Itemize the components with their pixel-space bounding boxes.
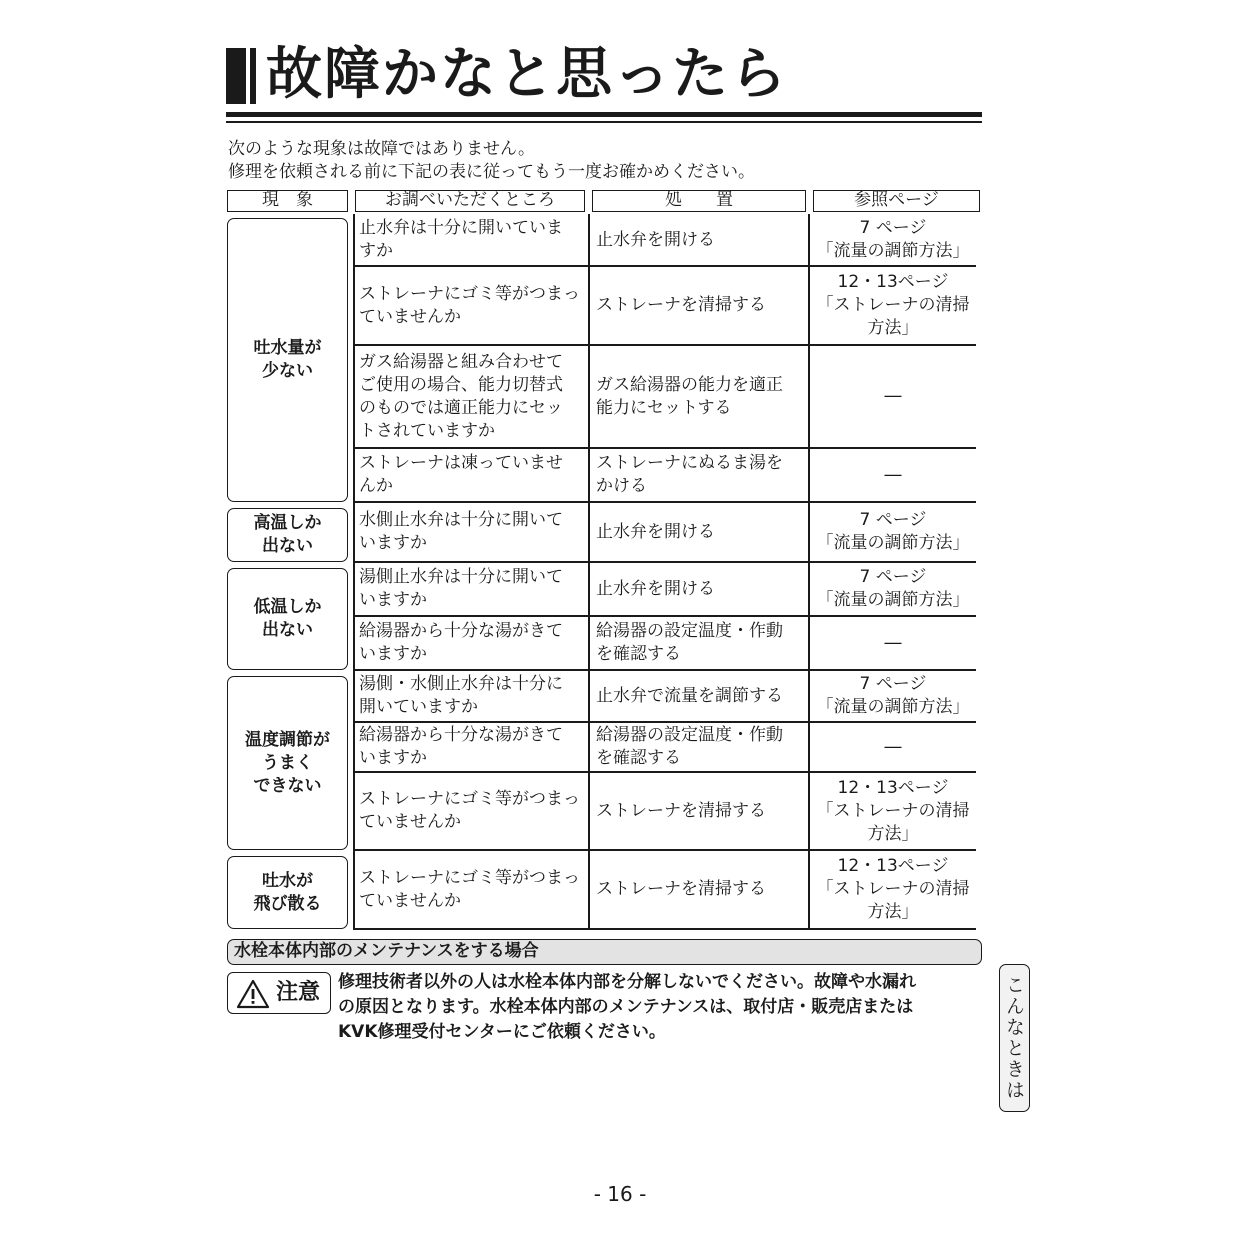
- caution-label: 注意: [276, 980, 321, 1005]
- table-cell-check: ストレーナにゴミ等がつまっ ていませんか: [359, 283, 580, 327]
- maintenance-heading: 水栓本体内部のメンテナンスをする場合: [227, 939, 982, 965]
- table-cell-remedy: 給湯器の設定温度・作動 を確認する: [596, 621, 783, 664]
- symptom-hot-only: 高温しか 出ない: [227, 508, 348, 562]
- title-rule-thin: [226, 121, 982, 123]
- header-reference: 参照ページ: [813, 190, 980, 212]
- header-symptom: 現 象: [227, 190, 348, 212]
- title-marker-bar: [226, 48, 246, 104]
- table-cell-remedy: ストレーナにぬるま湯を かける: [596, 453, 783, 496]
- table-cell-reference: 7 ページ 「流量の調節方法」: [816, 567, 970, 610]
- symptom-splash: 吐水が 飛び散る: [227, 856, 348, 929]
- table-cell-check: 給湯器から十分な湯がきて いますか: [359, 725, 563, 768]
- page-number: - 16 -: [593, 1182, 647, 1206]
- table-cell-reference: 7 ページ 「流量の調節方法」: [816, 510, 970, 553]
- table-cell-check: 給湯器から十分な湯がきて いますか: [359, 621, 563, 664]
- table-cell-remedy: ストレーナを清掃する: [596, 295, 766, 315]
- page-title: 故障かなと思ったら: [266, 42, 788, 107]
- caution-text: 修理技術者以外の人は水栓本体内部を分解しないでください。故障や水漏れ の原因となります。水栓本体内部のメンテナンスは、取付店・販売店または KVK修理受付センターにご依頼ください。: [338, 972, 916, 1042]
- table-cell-remedy: ストレーナを清掃する: [596, 879, 766, 899]
- intro-line-2: 修理を依頼される前に下記の表に従ってもう一度お確かめください。: [228, 162, 755, 182]
- table-cell-reference: 12・13ページ 「ストレーナの清掃 方法」: [816, 856, 970, 922]
- header-check: お調べいただくところ: [355, 190, 585, 212]
- table-cell-reference: ―: [884, 464, 902, 485]
- table-cell-check: ストレーナは凍っていませ んか: [359, 453, 563, 496]
- table-cell-check: 止水弁は十分に開いていま すか: [359, 218, 563, 261]
- table-cell-reference: 7 ページ 「流量の調節方法」: [816, 674, 970, 717]
- table-cell-reference: 12・13ページ 「ストレーナの清掃 方法」: [816, 777, 970, 844]
- table-cell-check: ストレーナにゴミ等がつまっ ていませんか: [359, 789, 580, 832]
- table-cell-remedy: ストレーナを清掃する: [596, 800, 766, 821]
- table-cell-reference: ―: [884, 736, 902, 757]
- title-marker-bar-thin: [250, 48, 256, 104]
- intro-text: [228, 138, 755, 184]
- table-cell-reference: 7 ページ 「流量の調節方法」: [816, 218, 970, 261]
- table-cell-reference: ―: [884, 632, 902, 653]
- symptom-temp-control: 温度調節が うまく できない: [227, 676, 348, 850]
- table-cell-check: 湯側・水側止水弁は十分に 開いていますか: [359, 674, 563, 717]
- warning-triangle-icon: [236, 979, 270, 1009]
- table-cell-remedy: 止水弁を開ける: [596, 578, 715, 599]
- table-cell-remedy: ガス給湯器の能力を適正 能力にセットする: [596, 374, 783, 418]
- table-cell-remedy: 給湯器の設定温度・作動 を確認する: [596, 725, 783, 768]
- symptom-cold-only: 低温しか 出ない: [227, 568, 348, 670]
- section-side-tab: こんなときは: [999, 964, 1030, 1112]
- header-remedy: 処 置: [592, 190, 806, 212]
- table-cell-check: ガス給湯器と組み合わせて ご使用の場合、能力切替式 のものでは適正能力にセッ トされていますか: [359, 351, 563, 441]
- table-cell-reference: ―: [884, 386, 902, 406]
- symptom-low-flow: 吐水量が 少ない: [227, 218, 348, 502]
- table-cell-check: 湯側止水弁は十分に開いて いますか: [359, 567, 563, 610]
- table-line-left: [353, 214, 355, 930]
- table-cell-remedy: 止水弁で流量を調節する: [596, 685, 783, 706]
- table-cell-remedy: 止水弁を開ける: [596, 521, 715, 542]
- table-line-col2: [588, 214, 590, 930]
- intro-line-1: 次のような現象は故障ではありません。: [228, 139, 536, 159]
- table-cell-reference: 12・13ページ 「ストレーナの清掃 方法」: [816, 272, 970, 338]
- title-rule-thick: [226, 112, 982, 117]
- table-cell-remedy: 止水弁を開ける: [596, 229, 715, 250]
- table-bottom-line: [353, 928, 976, 930]
- table-cell-check: ストレーナにゴミ等がつまっ ていませんか: [359, 867, 580, 911]
- caution-badge: [227, 972, 331, 1014]
- table-cell-check: 水側止水弁は十分に開いて いますか: [359, 510, 563, 553]
